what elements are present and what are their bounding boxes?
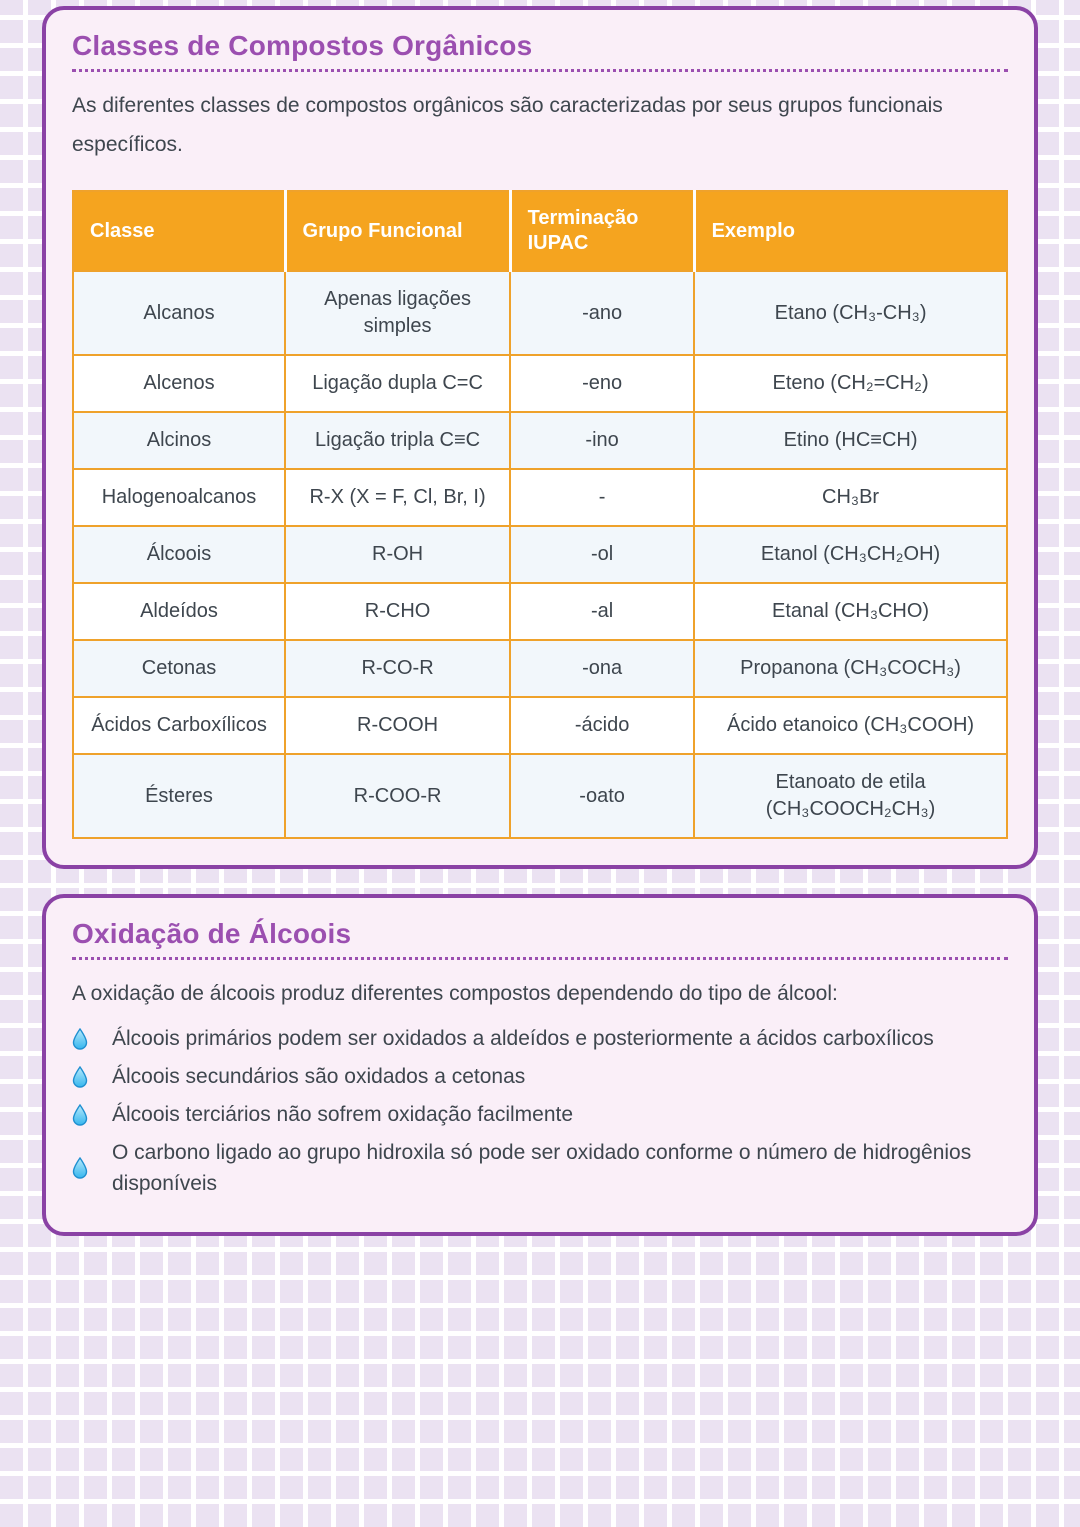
list-item	[72, 1061, 1008, 1092]
cell-grupo: R-CO-R	[285, 640, 510, 697]
table-row	[73, 583, 1007, 640]
table-row	[73, 754, 1007, 838]
cell-grupo: R-X (X = F, Cl, Br, I)	[285, 469, 510, 526]
header-terminacao-iupac: Terminação IUPAC	[510, 191, 694, 271]
cell-grupo: Apenas ligações simples	[285, 271, 510, 355]
header-exemplo: Exemplo	[694, 191, 1007, 271]
cell-classe: Cetonas	[73, 640, 285, 697]
table-header	[73, 191, 1007, 271]
cell-exemplo: Etanoato de etila (CH₃COOCH₂CH₃)	[694, 754, 1007, 838]
oxidation-bullet-list	[72, 1023, 1008, 1199]
table-row	[73, 640, 1007, 697]
cell-classe: Alcenos	[73, 355, 285, 412]
water-drop-icon	[72, 1028, 88, 1050]
cell-grupo: R-OH	[285, 526, 510, 583]
header-grupo-funcional: Grupo Funcional	[285, 191, 510, 271]
cell-exemplo: Eteno (CH₂=CH₂)	[694, 355, 1007, 412]
header-classe: Classe	[73, 191, 285, 271]
cell-exemplo: Etanol (CH₃CH₂OH)	[694, 526, 1007, 583]
cell-grupo: Ligação dupla C=C	[285, 355, 510, 412]
cell-exemplo: Ácido etanoico (CH₃COOH)	[694, 697, 1007, 754]
cell-grupo: Ligação tripla C≡C	[285, 412, 510, 469]
cell-grupo: R-CHO	[285, 583, 510, 640]
cell-terminacao: -ino	[510, 412, 694, 469]
cell-terminacao: -ona	[510, 640, 694, 697]
cell-terminacao: -eno	[510, 355, 694, 412]
card-oxidacao-alcoois	[42, 894, 1038, 1236]
cell-exemplo: Propanona (CH₃COCH₃)	[694, 640, 1007, 697]
cell-grupo: R-COO-R	[285, 754, 510, 838]
table-row	[73, 412, 1007, 469]
cell-grupo: R-COOH	[285, 697, 510, 754]
bullet-text: O carbono ligado ao grupo hidroxila só pode ser oxidado conforme o número de hidrogênios disponíveis	[112, 1141, 972, 1195]
dotted-divider	[72, 62, 1008, 72]
cell-terminacao: -ol	[510, 526, 694, 583]
bullet-text: Álcoois secundários são oxidados a cetonas	[112, 1065, 526, 1088]
table-row	[73, 355, 1007, 412]
cell-exemplo: Etanal (CH₃CHO)	[694, 583, 1007, 640]
cell-exemplo: CH₃Br	[694, 469, 1007, 526]
card1-title: Classes de Compostos Orgânicos	[72, 30, 533, 61]
cell-classe: Alcanos	[73, 271, 285, 355]
bullet-text: Álcoois primários podem ser oxidados a aldeídos e posteriormente a ácidos carboxílicos	[112, 1027, 934, 1050]
card2-title: Oxidação de Álcoois	[72, 918, 352, 949]
card1-intro: As diferentes classes de compostos orgânicos são caracterizadas por seus grupos funcionais específicos.	[72, 94, 943, 156]
water-drop-icon	[72, 1066, 88, 1088]
cell-classe: Aldeídos	[73, 583, 285, 640]
list-item	[72, 1023, 1008, 1054]
dotted-divider	[72, 950, 1008, 960]
list-item	[72, 1099, 1008, 1130]
card2-intro: A oxidação de álcoois produz diferentes compostos dependendo do tipo de álcool:	[72, 982, 838, 1005]
table-row	[73, 697, 1007, 754]
table-row	[73, 526, 1007, 583]
cell-classe: Alcinos	[73, 412, 285, 469]
list-item	[72, 1137, 1008, 1199]
cell-terminacao: -al	[510, 583, 694, 640]
cell-exemplo: Etano (CH₃-CH₃)	[694, 271, 1007, 355]
cell-exemplo: Etino (HC≡CH)	[694, 412, 1007, 469]
bullet-text: Álcoois terciários não sofrem oxidação facilmente	[112, 1103, 574, 1126]
water-drop-icon	[72, 1104, 88, 1126]
cell-terminacao: -	[510, 469, 694, 526]
table-row	[73, 469, 1007, 526]
table-row	[73, 271, 1007, 355]
organic-classes-table	[72, 190, 1008, 839]
cell-classe: Ácidos Carboxílicos	[73, 697, 285, 754]
card-classes-compostos	[42, 6, 1038, 869]
cell-classe: Ésteres	[73, 754, 285, 838]
cell-terminacao: -oato	[510, 754, 694, 838]
cell-classe: Halogenoalcanos	[73, 469, 285, 526]
cell-classe: Álcoois	[73, 526, 285, 583]
water-drop-icon	[72, 1157, 88, 1179]
cell-terminacao: -ano	[510, 271, 694, 355]
cell-terminacao: -ácido	[510, 697, 694, 754]
